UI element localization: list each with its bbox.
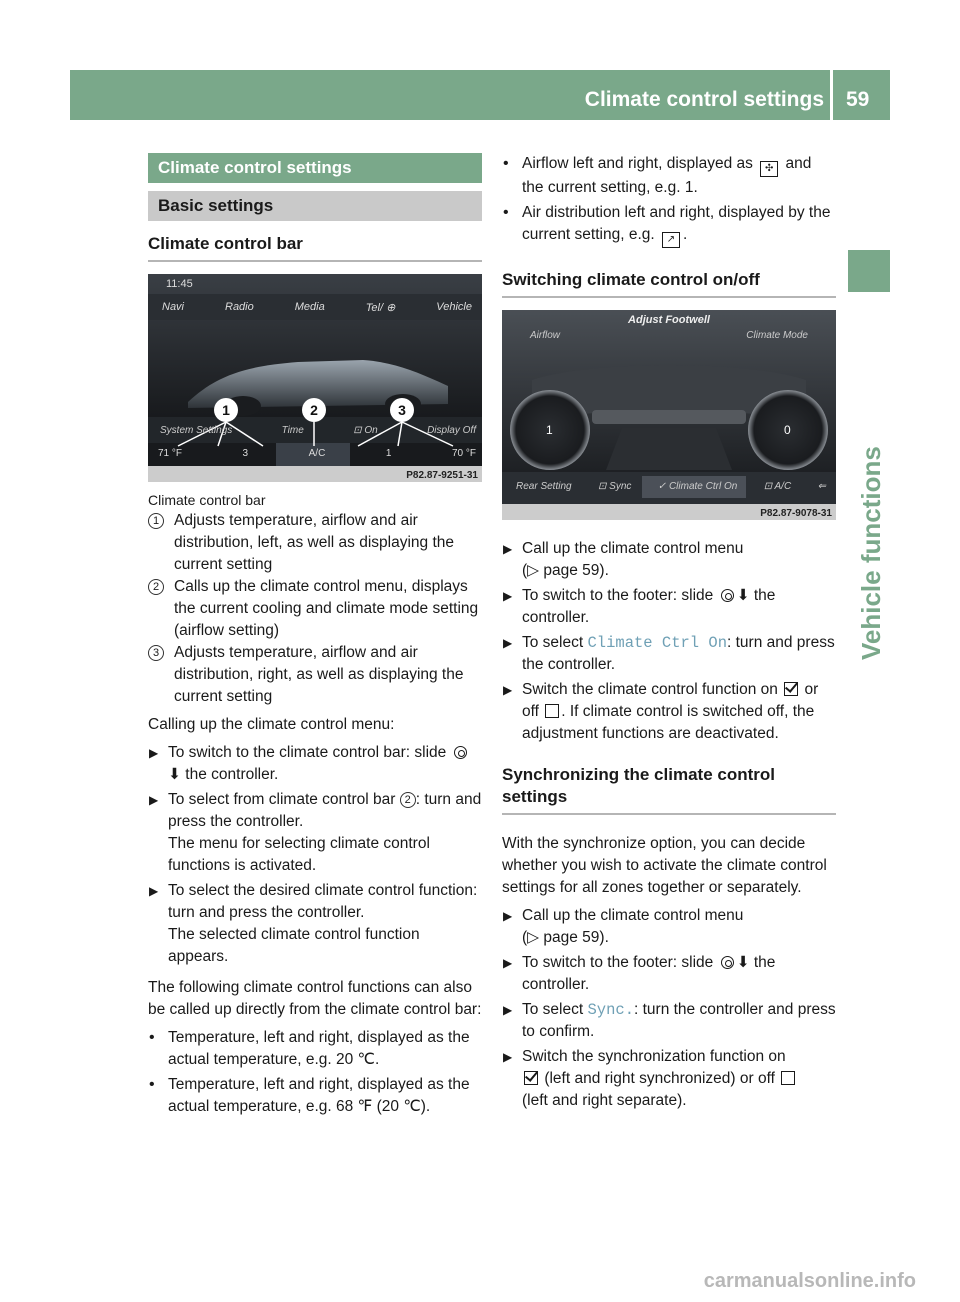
climate-bar-screenshot	[148, 274, 482, 482]
step-arrow-icon: ▶	[503, 542, 513, 556]
step-item: ▶ Switch the synchronization function on (left and right synchronized) or off (left and right separate).	[502, 1046, 836, 1112]
fig2-title: Adjust Footwell	[628, 314, 710, 326]
fig1-ac: A/C	[308, 448, 326, 459]
airflow-icon: ✣	[760, 161, 778, 177]
step-arrow-icon: ▶	[503, 636, 513, 650]
fig2-footer-back: ⇐	[817, 481, 826, 492]
step-item: ▶ Call up the climate control menu (▷ page 59).	[503, 907, 744, 946]
step-item: ▶ To select Sync.: turn the controller and press to confirm.	[503, 1001, 836, 1040]
fig1-menu-vehicle: Vehicle	[436, 301, 472, 313]
fig1-airflow-right: 1	[385, 448, 392, 459]
code-sync: Sync.	[587, 1001, 634, 1019]
bullet-item: • Temperature, left and right, displayed as the actual temperature, e.g. 20 ℃.	[149, 1029, 470, 1068]
checkbox-off-icon	[545, 704, 559, 718]
fig2-right-label: Climate Mode	[746, 330, 808, 341]
bullet-icon: •	[503, 155, 509, 172]
bullet-icon: •	[503, 204, 509, 221]
header-separator	[830, 70, 833, 120]
watermark: carmanualsonline.info	[703, 1270, 916, 1292]
num-marker-inline: 2	[400, 792, 416, 808]
bullet-icon: •	[149, 1076, 155, 1093]
fig2-dial-right: 0	[784, 423, 791, 437]
bullet-icon: •	[149, 1029, 155, 1046]
step-item: ▶ To switch to the climate control bar: slide ⬇ the controller.	[148, 742, 482, 786]
fig1-code: P82.87-9251-31	[406, 470, 478, 481]
callout-2: 2	[302, 398, 326, 422]
numbered-item	[148, 576, 482, 642]
sync-intro: With the synchronize option, you can decide whether you wish to activate the climate control settings for all zones together or separately.	[502, 835, 827, 896]
side-tab	[852, 300, 892, 660]
fig1-menu-media: Media	[294, 301, 325, 313]
bullet-item: • Temperature, left and right, displayed as the actual temperature, e.g. 68 ℉ (20 ℃).	[149, 1076, 470, 1115]
fig1-code-strip	[148, 466, 482, 482]
num-text: Adjusts temperature, airflow and air distribution, right, as well as displaying the current setting	[174, 644, 464, 705]
left-column	[148, 153, 482, 1121]
step-item: ▶ To select from climate control bar 2 : turn and press the controller. The menu for selecting climate control functions is activated.	[149, 791, 482, 874]
num-marker: 2	[148, 579, 164, 595]
header-title: Climate control settings	[584, 88, 824, 111]
step-arrow-icon: ▶	[503, 683, 513, 697]
step-item: ▶ Call up the climate control menu (▷ page 59).	[503, 540, 744, 579]
code-climate-ctrl-on: Climate Ctrl On	[587, 634, 728, 652]
heading-synchronizing: Synchronizing the climate control settings	[502, 764, 836, 815]
step-arrow-icon: ▶	[149, 884, 159, 898]
step-item: ▶ Switch the climate control function on or off . If climate control is switched off, the adjustment functions are deactivated.	[503, 681, 819, 742]
step-arrow-icon: ▶	[503, 909, 513, 923]
fig1-footer-display: Display Off	[427, 425, 476, 436]
step-arrow-icon: ▶	[503, 1003, 513, 1017]
controller-icon	[721, 956, 734, 969]
num-text: Calls up the climate control menu, displays the current cooling and climate mode setting (airflow setting)	[174, 578, 479, 639]
num-marker: 3	[148, 645, 164, 661]
step-item: ▶ To select the desired climate control function: turn and press the controller. The selected climate control function appears.	[149, 882, 478, 965]
fig1-footer	[160, 425, 476, 436]
right-column	[502, 153, 836, 1115]
climate-menu-screenshot	[502, 310, 836, 520]
fig2-footer	[516, 481, 826, 492]
step-item: ▶ To switch to the footer: slide ⬇ the controller.	[503, 954, 776, 993]
numbered-item	[148, 510, 482, 576]
fig1-airflow-left: 3	[242, 448, 249, 459]
controller-icon	[454, 746, 467, 759]
step-item: ▶ To switch to the footer: slide ⬇ the controller.	[503, 587, 776, 626]
numbered-item	[148, 642, 482, 708]
fig2-footer-sync: ⊡ Sync	[598, 481, 632, 492]
step-arrow-icon: ▶	[503, 589, 513, 603]
callout-1: 1	[214, 398, 238, 422]
fig1-temp-right: 70 °F	[451, 448, 476, 459]
page-number: 59	[846, 88, 870, 111]
following-text: The following climate control functions can also be called up directly from the climate control bar:	[148, 979, 482, 1018]
fig1-menu-radio: Radio	[225, 301, 254, 313]
checkbox-on-icon	[784, 682, 798, 696]
side-tab-label: Vehicle functions	[856, 446, 886, 660]
fig1-footer-time: Time	[281, 425, 304, 436]
fig1-footer-system: System Settings	[160, 425, 233, 436]
step-arrow-icon: ▶	[503, 956, 513, 970]
air-distribution-icon: ↗	[662, 232, 680, 248]
fig1-menu	[162, 301, 472, 314]
step-arrow-icon: ▶	[503, 1050, 513, 1064]
fig1-bottom	[158, 448, 476, 459]
bullet-item: • Air distribution left and right, displayed by the current setting, e.g. ↗ .	[502, 202, 836, 248]
step-item: ▶ To select Climate Ctrl On: turn and press the controller.	[503, 634, 835, 673]
sub-title: Basic settings	[148, 191, 482, 221]
step-arrow-icon: ▶	[149, 746, 159, 760]
fig1-temp-left: 71 °F	[158, 448, 183, 459]
fig1-footer-on: ⊡ On	[353, 425, 378, 436]
fig1-time: 11:45	[166, 278, 193, 290]
fig1-menu-navi: Navi	[162, 301, 185, 313]
fig2-dial-left: 1	[546, 423, 553, 437]
controller-icon	[721, 589, 734, 602]
fig1-caption: Climate control bar	[148, 492, 266, 508]
bullet-item: • Airflow left and right, displayed as ✣ and the current setting, e.g. 1.	[503, 155, 812, 196]
checkbox-on-icon	[524, 1071, 538, 1085]
step-arrow-icon: ▶	[149, 793, 159, 807]
calling-up-text: Calling up the climate control menu:	[148, 716, 395, 733]
heading-climate-control-bar: Climate control bar	[148, 233, 482, 262]
fig1-menu-tel: Tel/ ⊕	[365, 302, 396, 314]
fig2-footer-rear: Rear Setting	[516, 481, 572, 492]
checkbox-off-icon	[781, 1071, 795, 1085]
fig2-footer-climate: ✓ Climate Ctrl On	[657, 481, 738, 492]
section-title: Climate control settings	[148, 153, 482, 183]
fig2-left-label: Airflow	[530, 330, 561, 341]
fig2-code: P82.87-9078-31	[760, 508, 832, 519]
num-text: Adjusts temperature, airflow and air distribution, left, as well as displaying the current setting	[174, 512, 455, 573]
fig2-footer-ac: ⊡ A/C	[763, 481, 792, 492]
side-tab-marker	[848, 250, 890, 292]
num-marker: 1	[148, 513, 164, 529]
fig2-code-strip	[502, 504, 836, 520]
callout-3: 3	[390, 398, 414, 422]
heading-switching: Switching climate control on/off	[502, 269, 836, 298]
